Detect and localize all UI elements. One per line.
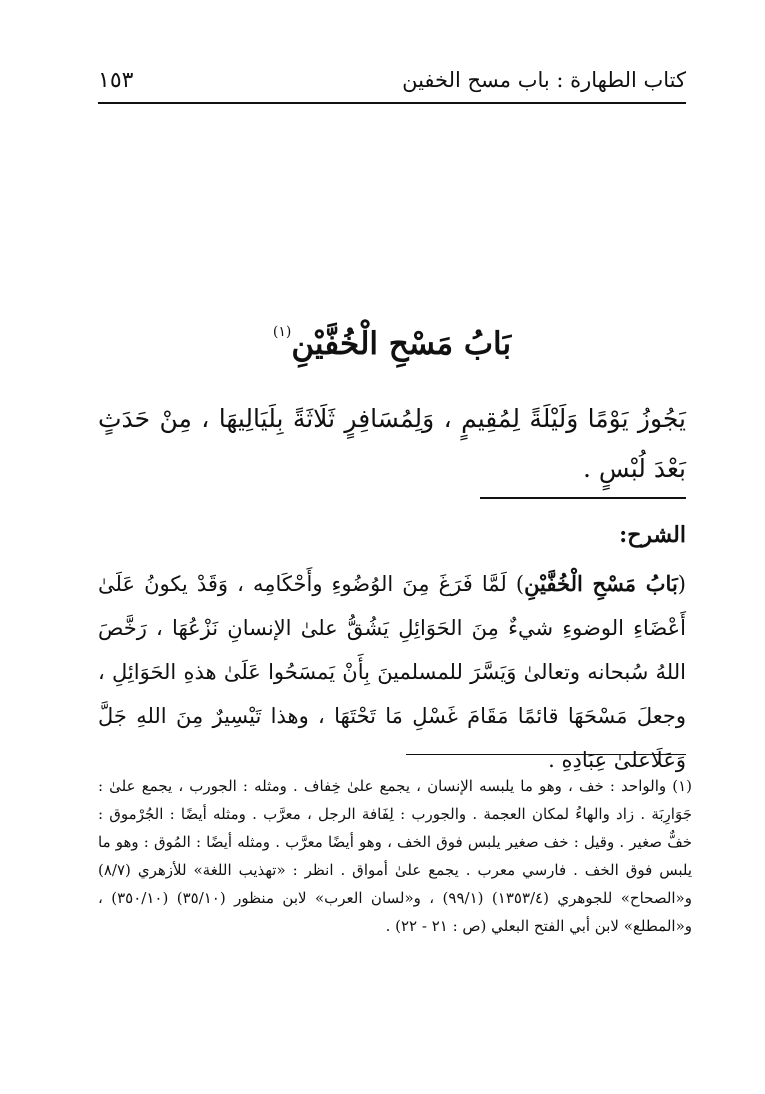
- footnote-text: (١) والواحد : خف ، وهو ما يلبسه الإنسان ، يجمع علىٰ خِفاف . ومثله : الجورب ، يجمع علىٰ : جَوَارِبَة . زاد والهاءُ لمكان العجمة . والجورب : لِفَافة الرجل ، معرَّب . ومثله أيضًا : الجُرْموق : خفٌّ صغير . وقيل : خف صغير يلبس فوق الخف ، وهو أيضًا معرَّب . ومثله أيضًا : المُوق : وهو ما يلبس فوق الخف . فارسي معرب . يجمع علىٰ أمواق . انظر : «تهذيب اللغة» للأزهري (٨/٧) و«الصحاح» للجوهري (١٣٥٣/٤) (٩٩/١) ، و«لسان العرب» لابن منظور (٣٥/١٠) (٣٥٠/١٠) ، و«المطلع» لابن أبي الفتح البعلي (ص : ٢١ - ٢٢) .: [98, 777, 692, 935]
- chapter-title-text: بَابُ مَسْحِ الْخُفَّيْنِ: [291, 326, 512, 362]
- page-number: ١٥٣: [98, 67, 134, 93]
- sharh-highlight: بَابُ مَسْحِ الْخُفَّيْنِ: [524, 571, 678, 596]
- running-head: [98, 64, 686, 96]
- sharh-body-text: لَمَّا فَرَغَ مِنَ الوُضُوءِ وأَحْكَامِه ، وَقَدْ يكونُ عَلَىٰ أَعْضَاءِ الوضوءِ شيءٌ مِنَ الحَوَائِلِ يَشُقُّ علىٰ الإنسانِ نَزْعُهَا ، رَخَّصَ اللهُ سُبحانه وتعالىٰ وَيَسَّرَ للمسلمينَ بِأَنْ يَمسَحُوا عَلَىٰ هذهِ الحَوَائِلِ ، وجعلَ مَسْحَهَا قائمًا مَقَامَ غَسْلِ مَا تَحْتَهَا ، وهذا تَيْسِيرٌ مِنَ اللهِ جَلَّ وَعَلَاعلىٰ عِبَادِهِ .: [98, 572, 686, 772]
- footnote-divider: [406, 754, 686, 755]
- chapter-title: [98, 324, 686, 372]
- sharh-close-paren: ): [515, 572, 525, 596]
- sharh-heading: الشرح:: [619, 522, 686, 548]
- matn-text: يَجُوزُ يَوْمًا وَلَيْلَةً لِمُقِيمٍ ، وَلِمُسَافِرٍ ثَلَاثَةً بِلَيَالِيهَا ، مِنْ حَدَثٍ بَعْدَ لُبْسٍ .: [98, 404, 686, 483]
- footnote-marker[interactable]: (١): [272, 324, 292, 340]
- matn-divider: [480, 497, 686, 499]
- sharh-open-paren: (: [677, 572, 686, 596]
- header-divider: [98, 102, 686, 104]
- running-head-title: كتاب الطهارة : باب مسح الخفين: [402, 68, 686, 92]
- sharh-paragraph: [98, 562, 686, 782]
